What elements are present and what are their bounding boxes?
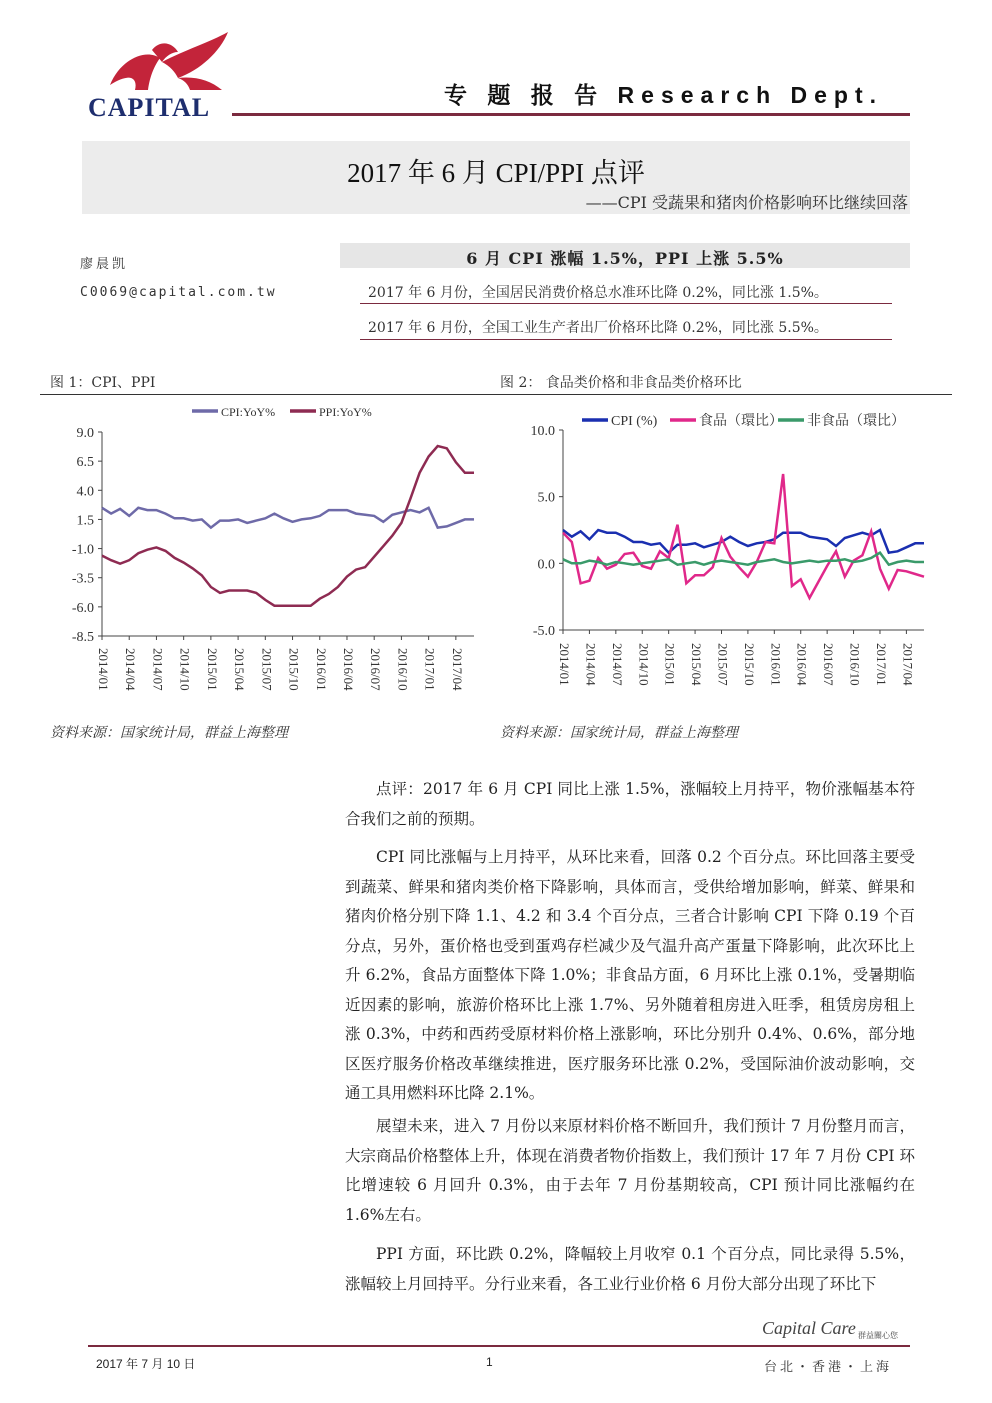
x-tick-label: 2014/10 (636, 643, 652, 686)
page-number: 1 (486, 1355, 493, 1369)
y-tick-label: -8.5 (71, 630, 94, 645)
chart-food-nonfood-svg (490, 398, 950, 718)
footer-date: 2017 年 7 月 10 日 (96, 1357, 196, 1371)
x-tick-label: 2017/01 (422, 648, 438, 691)
y-tick-label: -5.0 (532, 624, 555, 639)
x-tick-label: 2015/04 (232, 648, 248, 691)
x-tick-label: 2014/10 (177, 648, 193, 691)
x-tick-label: 2016/10 (395, 648, 411, 691)
x-tick-label: 2015/04 (689, 643, 705, 686)
body-paragraph: PPI 方面，环比跌 0.2%，降幅较上月收窄 0.1 个百分点，同比录得 5.5%，涨幅较上月回持平。分行业来看，各工业行业价格 6 月份大部分出现了环比下 (345, 1245, 915, 1293)
y-tick-label: 6.5 (76, 455, 94, 471)
x-tick-label: 2015/10 (286, 648, 302, 691)
footer-divider (88, 1345, 910, 1347)
series-line (563, 474, 924, 598)
eagle-logo-icon (100, 30, 240, 100)
summary-underline (360, 303, 892, 304)
x-tick-label: 2014/01 (96, 648, 112, 691)
footer-brand: Capital Care (762, 1318, 856, 1338)
report-type-header: 专 题 报 告 Research Dept. (444, 82, 884, 108)
y-tick-label: 1.5 (76, 513, 94, 529)
x-tick-label: 2014/04 (583, 643, 599, 686)
x-tick-label: 2015/01 (204, 648, 220, 691)
x-tick-label: 2017/04 (449, 648, 465, 691)
figure-1-source: 资料来源：国家统计局，群益上海整理 (50, 725, 288, 741)
header-divider (232, 113, 910, 116)
x-tick-label: 2016/01 (768, 643, 784, 686)
document-subtitle: ——CPI 受蔬果和猪肉价格影响环比继续回落 (585, 193, 908, 212)
figure-2-source: 资料来源：国家统计局，群益上海整理 (500, 725, 738, 741)
document-title: 2017 年 6 月 CPI/PPI 点评 (347, 158, 645, 188)
figure-rule (40, 394, 952, 395)
legend-label: CPI (%) (611, 414, 658, 429)
x-tick-label: 2015/10 (741, 643, 757, 686)
chart-food-nonfood (490, 398, 950, 722)
x-tick-label: 2014/07 (609, 643, 625, 686)
x-tick-label: 2017/04 (900, 643, 916, 686)
legend-label: 食品（環比） (699, 414, 783, 429)
x-tick-label: 2016/04 (340, 648, 356, 691)
x-tick-label: 2016/07 (368, 648, 384, 691)
body-paragraph: 点评：2017 年 6 月 CPI 同比上涨 1.5%，涨幅较上月持平，物价涨幅基本符合我们之前的预期。 (345, 780, 915, 828)
summary-line: 2017 年 6 月份，全国工业生产者出厂价格环比降 0.2%，同比涨 5.5%。 (368, 320, 828, 336)
x-tick-label: 2014/04 (123, 648, 139, 691)
chart-cpi-ppi-svg (40, 398, 490, 718)
y-tick-label: 9.0 (76, 426, 94, 441)
legend-label: PPI:YoY% (319, 405, 372, 419)
footer-offices: 台北・香港・上海 (764, 1360, 893, 1375)
y-tick-label: -3.5 (71, 571, 94, 587)
series-line (102, 446, 474, 606)
capital-logo (100, 30, 240, 100)
x-tick-label: 2015/01 (662, 643, 678, 686)
y-tick-label: 5.0 (537, 490, 555, 506)
figure-2-title: 图 2： 食品类价格和非食品类价格环比 (500, 375, 742, 391)
body-paragraph: CPI 同比涨幅与上月持平，从环比来看，回落 0.2 个百分点。环比回落主要受到蔬菜、鲜果和猪肉类价格下降影响，具体而言，受供给增加影响，鲜菜、鲜果和猪肉价格分别下降 1.1、4.2 和 3.4 个百分点，三者合计影响 CPI 下降 0.19 个百分点，另外，蛋价格也受到蛋鸡存栏减少及气温升高产蛋量下降影响，此次环比上升 6.2%，食品方面整体下降 1.0%；非食品方面，6 月环比上涨 0.1%，受暑期临近因素的影响，旅游价格环比上涨 1.7%、另外随着租房进入旺季，租赁房房租上涨 0.3%，中药和西药受原材料价格上涨影响，环比分别升 0.4%、0.6%，部分地区医疗服务价格改革继续推进，医疗服务环比涨 0.2%，受国际油价波动影响，交通工具用燃料环比降 2.1%。 (345, 848, 915, 1102)
legend-label: 非食品（環比） (807, 414, 905, 429)
x-tick-label: 2014/01 (557, 643, 573, 686)
y-tick-label: 0.0 (537, 557, 555, 573)
y-tick-label: 4.0 (76, 484, 94, 500)
chart-cpi-ppi (40, 398, 490, 722)
x-tick-label: 2015/07 (259, 648, 275, 691)
y-tick-label: -6.0 (71, 600, 94, 616)
summary-line: 2017 年 6 月份，全国居民消费价格总水准环比降 0.2%，同比涨 1.5%。 (368, 285, 828, 301)
x-tick-label: 2016/01 (313, 648, 329, 691)
x-tick-label: 2017/01 (873, 643, 889, 686)
x-tick-label: 2016/04 (794, 643, 810, 686)
y-tick-label: -1.0 (71, 542, 94, 558)
x-tick-label: 2016/07 (821, 643, 837, 686)
author-email: C0069@capital.com.tw (80, 285, 277, 300)
author-name: 廖晨凯 (80, 257, 129, 272)
summary-underline (360, 339, 892, 340)
footer-brand-cn: 群益關心您 (858, 1331, 898, 1340)
series-line (102, 508, 474, 528)
logo-text: CAPITAL (88, 93, 211, 122)
body-paragraph: 展望未来，进入 7 月份以来原材料价格不断回升，我们预计 7 月份整月而言，大宗商品价格整体上升，体现在消费者物价指数上，我们预计 17 年 7 月份 CPI 环比增速较 6 月回升 0.3%，由于去年 7 月份基期较高，CPI 预计同比涨幅约在 1.6%左右。 (345, 1117, 915, 1224)
figure-1-title: 图 1：CPI、PPI (50, 375, 156, 391)
summary-title: 6 月 CPI 涨幅 1.5%，PPI 上涨 5.5% (466, 249, 784, 268)
x-tick-label: 2014/07 (150, 648, 166, 691)
legend-label: CPI:YoY% (221, 405, 276, 419)
y-tick-label: 10.0 (530, 424, 555, 439)
x-tick-label: 2015/07 (715, 643, 731, 686)
x-tick-label: 2016/10 (847, 643, 863, 686)
series-line (563, 553, 924, 565)
